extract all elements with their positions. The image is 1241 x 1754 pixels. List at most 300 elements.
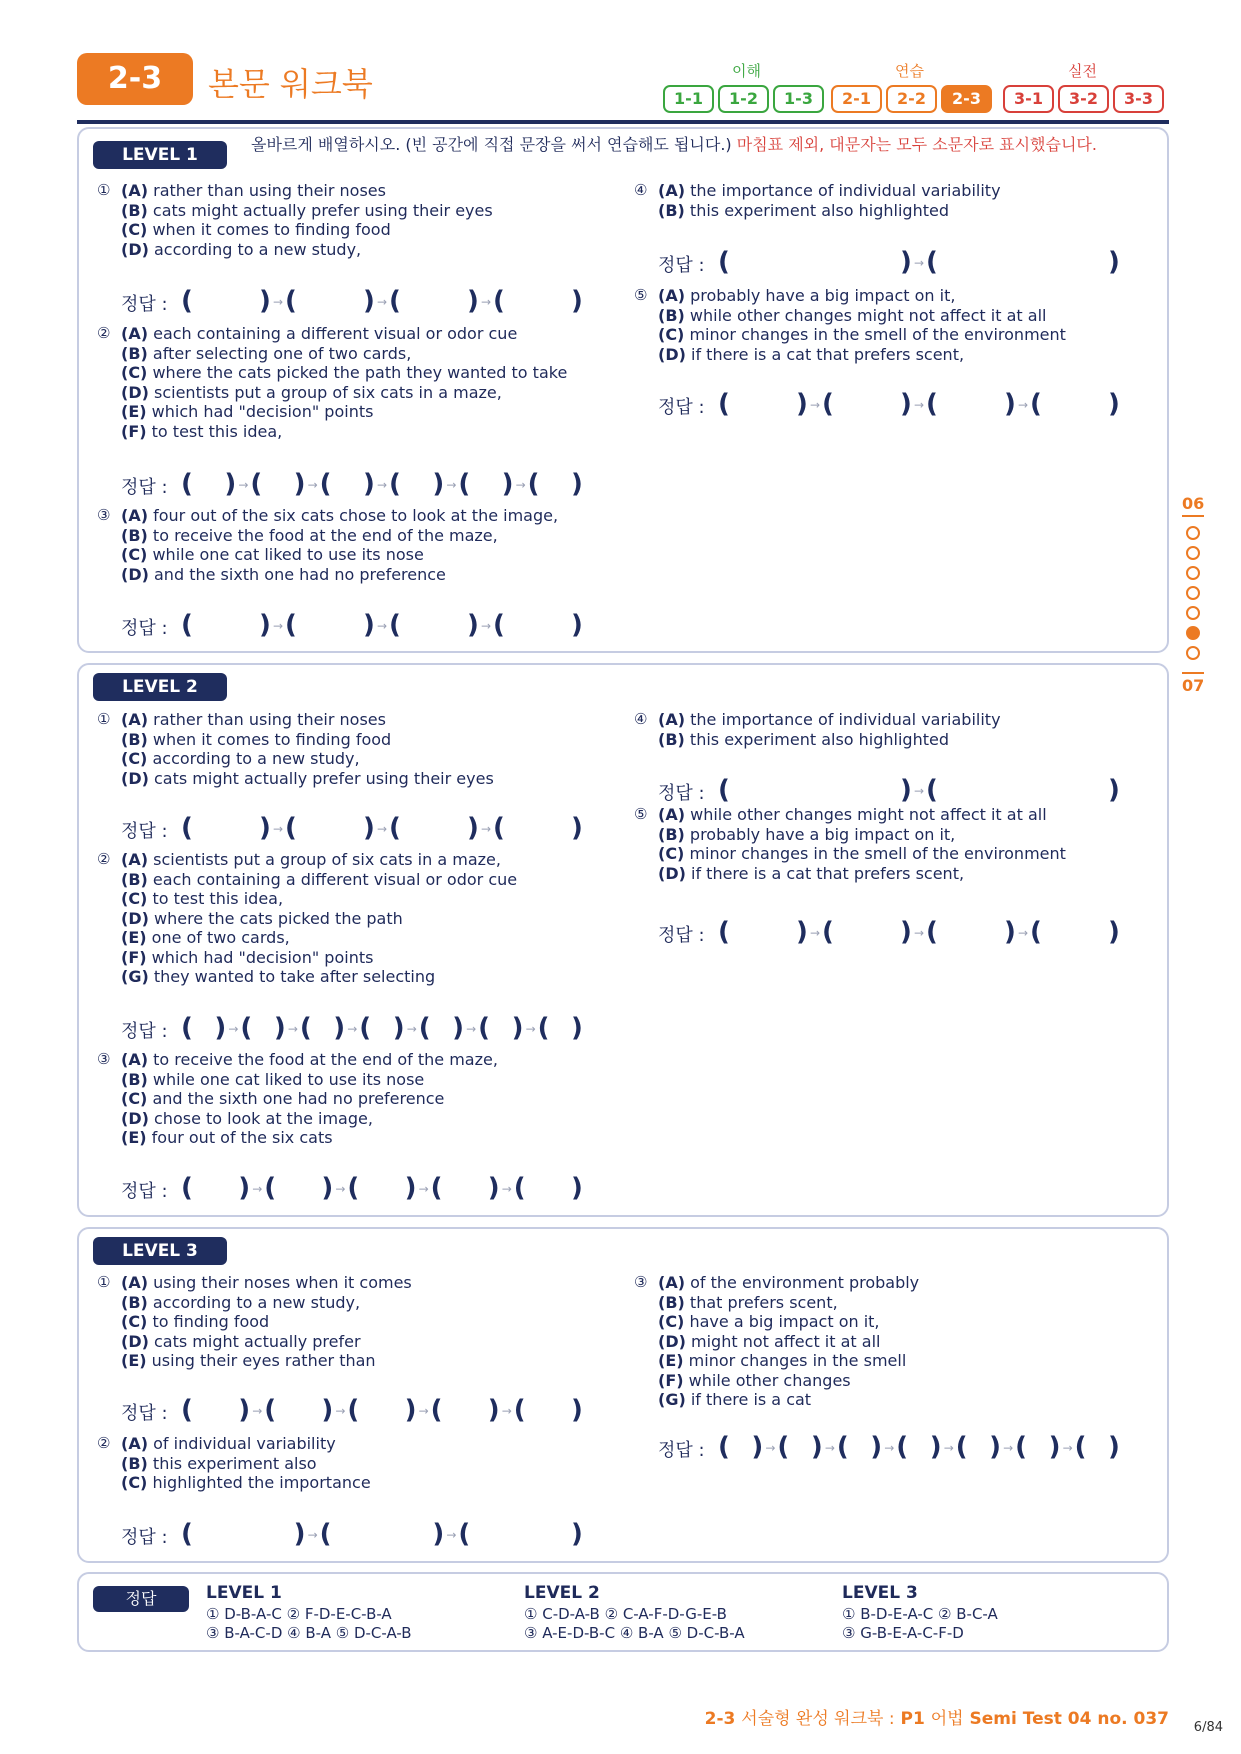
item-key: (D) xyxy=(121,908,149,928)
item-key: (A) xyxy=(121,1273,149,1292)
answer-key-line: ③ G-B-E-A-C-F-D xyxy=(842,1624,964,1642)
item-key: (F) xyxy=(121,421,147,441)
item-key: (C) xyxy=(121,1473,148,1492)
item-text: according to a new study, xyxy=(152,749,360,768)
question-item xyxy=(121,545,558,565)
arrow-icon: → xyxy=(446,478,457,492)
answer-blank-open[interactable]: ( xyxy=(430,1173,443,1203)
item-key: (D) xyxy=(658,1331,686,1351)
answer-label: 정답 : xyxy=(121,1527,168,1548)
progress-dot xyxy=(1186,646,1200,660)
arrow-icon: → xyxy=(418,1404,429,1418)
item-key: (E) xyxy=(121,402,147,421)
answer-blank-close[interactable]: ) xyxy=(467,813,479,843)
answer-blank-close[interactable]: ) xyxy=(293,1519,306,1549)
question-item xyxy=(121,749,494,769)
answer-blank-open[interactable]: ( xyxy=(718,247,730,277)
item-key: (A) xyxy=(121,181,149,200)
step-2-3[interactable]: 2-3 xyxy=(941,85,992,113)
answer-blank-open[interactable]: ( xyxy=(285,813,297,843)
answer-row[interactable] xyxy=(658,775,1146,805)
item-text: minor changes in the smell xyxy=(688,1351,907,1370)
item-key: (B) xyxy=(121,1453,148,1473)
item-key: (D) xyxy=(121,382,149,402)
answer-blank-close[interactable]: ) xyxy=(363,286,375,316)
answer-blank-open[interactable]: ( xyxy=(347,1173,360,1203)
question-item xyxy=(121,1273,412,1293)
answer-blank-open[interactable]: ( xyxy=(926,775,938,805)
answer-blank-open[interactable]: ( xyxy=(1030,917,1042,947)
answer-row[interactable] xyxy=(658,389,1146,419)
answer-blank-close[interactable]: ) xyxy=(571,610,583,640)
answer-blank-open[interactable]: ( xyxy=(430,1395,443,1425)
answer-blank-open[interactable]: ( xyxy=(1015,1432,1028,1462)
answer-blank-open[interactable]: ( xyxy=(181,286,193,316)
arrow-icon: → xyxy=(481,619,492,633)
item-key: (C) xyxy=(121,749,148,768)
question-item xyxy=(121,889,517,909)
answer-key-level-2 xyxy=(524,1584,745,1644)
answer-blank-close[interactable]: ) xyxy=(363,469,375,499)
answer-blank-open[interactable]: ( xyxy=(319,469,332,499)
answer-row[interactable] xyxy=(121,1013,609,1043)
question-item xyxy=(121,324,567,344)
answer-blank-open[interactable]: ( xyxy=(181,610,193,640)
answer-blank-open[interactable]: ( xyxy=(389,813,401,843)
answer-blank-close[interactable]: ) xyxy=(751,1432,764,1462)
item-key: (A) xyxy=(658,286,686,305)
answer-blank-open[interactable]: ( xyxy=(718,775,730,805)
step-2-1[interactable]: 2-1 xyxy=(831,85,882,113)
answer-blank-open[interactable]: ( xyxy=(389,286,401,316)
answer-blank-close[interactable]: ) xyxy=(404,1173,417,1203)
item-key: (C) xyxy=(658,844,685,863)
answer-blank-open[interactable]: ( xyxy=(955,1432,968,1462)
item-key: (G) xyxy=(121,967,149,986)
question-item xyxy=(121,967,517,987)
answer-blank-close[interactable]: ) xyxy=(989,1432,1002,1462)
steps-understand xyxy=(663,85,824,113)
answer-blank-close[interactable]: ) xyxy=(900,389,912,419)
item-key: (E) xyxy=(121,1351,147,1370)
question-block xyxy=(97,1050,498,1148)
answer-blank-close[interactable]: ) xyxy=(501,469,514,499)
answer-label: 정답 : xyxy=(658,925,705,946)
question-item xyxy=(658,201,1001,221)
answer-blank-close[interactable]: ) xyxy=(321,1395,334,1425)
answer-blank-close[interactable]: ) xyxy=(900,775,912,805)
item-key: (B) xyxy=(121,343,148,363)
item-text: have a big impact on it, xyxy=(689,1312,880,1331)
footer-code: 2-3 xyxy=(704,1709,736,1729)
item-text: cats might actually prefer xyxy=(154,1331,361,1351)
answer-blank-open[interactable]: ( xyxy=(926,389,938,419)
arrow-icon: → xyxy=(418,1182,429,1196)
item-text: that prefers scent, xyxy=(689,1292,838,1312)
item-text: to receive the food at the end of the maze, xyxy=(152,525,498,545)
question-block xyxy=(97,1434,371,1493)
answer-blank-open[interactable]: ( xyxy=(389,610,401,640)
step-2-2[interactable]: 2-2 xyxy=(886,85,937,113)
answer-blank-close[interactable]: ) xyxy=(511,1013,524,1043)
answer-blank-open[interactable]: ( xyxy=(537,1013,550,1043)
question-item xyxy=(121,565,558,585)
answer-blank-close[interactable]: ) xyxy=(238,1173,251,1203)
answer-blank-close[interactable]: ) xyxy=(467,286,479,316)
answer-row[interactable] xyxy=(121,286,609,316)
item-text: four out of the six cats chose to look at the image, xyxy=(153,506,559,525)
answer-blank-open[interactable]: ( xyxy=(896,1432,909,1462)
item-text: chose to look at the image, xyxy=(154,1108,373,1128)
answer-blank-open[interactable]: ( xyxy=(181,469,193,499)
question-item xyxy=(121,769,494,789)
question-item xyxy=(658,710,1001,730)
answer-blank-open[interactable]: ( xyxy=(1074,1432,1087,1462)
item-text: according to a new study, xyxy=(154,239,362,259)
answer-blank-close[interactable]: ) xyxy=(467,610,479,640)
answer-blank-close[interactable]: ) xyxy=(571,1173,583,1203)
answer-blank-close[interactable]: ) xyxy=(487,1395,500,1425)
step-1-3[interactable]: 1-3 xyxy=(773,85,824,113)
question-block xyxy=(97,850,518,987)
answer-blank-close[interactable]: ) xyxy=(796,917,808,947)
answer-blank-open[interactable]: ( xyxy=(299,1013,312,1043)
instruction-note: 마침표 제외, 대문자는 모두 소문자로 표시했습니다. xyxy=(736,135,1097,154)
answer-blank-close[interactable]: ) xyxy=(363,813,375,843)
steps-practice xyxy=(831,85,992,113)
question-item xyxy=(121,1070,498,1090)
answer-row[interactable] xyxy=(658,1432,1146,1462)
answer-label: 정답 : xyxy=(121,477,168,498)
answer-blank-close[interactable]: ) xyxy=(452,1013,465,1043)
item-key: (C) xyxy=(121,363,148,382)
answer-blank-open[interactable]: ( xyxy=(359,1013,372,1043)
header-divider xyxy=(77,120,1169,124)
item-text: after selecting one of two cards, xyxy=(152,343,412,363)
answer-blank-close[interactable]: ) xyxy=(796,389,808,419)
answer-blank-open[interactable]: ( xyxy=(513,1173,526,1203)
question-item xyxy=(658,1351,919,1371)
item-key: (B) xyxy=(121,525,148,545)
answer-blank-open[interactable]: ( xyxy=(527,469,540,499)
progress-dot xyxy=(1186,566,1200,580)
arrow-icon: → xyxy=(810,926,821,940)
arrow-icon: → xyxy=(914,784,925,798)
question-item xyxy=(121,909,517,929)
question-item xyxy=(121,506,558,526)
answer-label: 정답 : xyxy=(121,1403,168,1424)
answer-label: 정답 : xyxy=(121,294,168,315)
arrow-icon: → xyxy=(501,1182,512,1196)
item-text: each containing a different visual or odor cue xyxy=(152,869,518,889)
answer-key-line: ③ B-A-C-D ④ B-A ⑤ D-C-A-B xyxy=(206,1624,412,1642)
arrow-icon: → xyxy=(228,1022,239,1036)
answer-blank-open[interactable]: ( xyxy=(458,1519,471,1549)
item-key: (B) xyxy=(121,200,148,220)
answer-blank-close[interactable]: ) xyxy=(571,813,583,843)
arrow-icon: → xyxy=(252,1182,263,1196)
question-item xyxy=(658,345,1066,365)
answer-row[interactable] xyxy=(121,1173,609,1203)
answer-blank-open[interactable]: ( xyxy=(250,469,263,499)
arrow-icon: → xyxy=(943,1441,954,1455)
question-number: ④ xyxy=(634,710,648,728)
answer-blank-close[interactable]: ) xyxy=(363,610,375,640)
step-3-1[interactable]: 3-1 xyxy=(1003,85,1054,113)
section-badge: 2-3 xyxy=(77,53,193,105)
arrow-icon: → xyxy=(515,478,526,492)
item-key: (C) xyxy=(121,220,148,239)
answer-blank-close[interactable]: ) xyxy=(1048,1432,1061,1462)
answer-label: 정답 : xyxy=(121,618,168,639)
answer-blank-close[interactable]: ) xyxy=(432,469,445,499)
step-1-1[interactable]: 1-1 xyxy=(663,85,714,113)
question-item xyxy=(658,1312,919,1332)
item-key: (A) xyxy=(658,181,686,200)
item-text: might not affect it at all xyxy=(691,1331,881,1351)
answer-blank-open[interactable]: ( xyxy=(181,1013,193,1043)
instruction-text: 올바르게 배열하시오. (빈 공간에 직접 문장을 써서 연습해도 됩니다.) xyxy=(251,135,732,154)
item-text: scientists put a group of six cats in a maze, xyxy=(154,382,502,402)
stage-label-test: 실전 xyxy=(1068,62,1097,80)
answer-blank-close[interactable]: ) xyxy=(392,1013,405,1043)
question-block xyxy=(634,181,1001,220)
answer-blank-open[interactable]: ( xyxy=(777,1432,790,1462)
item-key: (E) xyxy=(121,928,147,947)
step-3-2[interactable]: 3-2 xyxy=(1058,85,1109,113)
answer-blank-open[interactable]: ( xyxy=(718,917,730,947)
answer-blank-open[interactable]: ( xyxy=(513,1395,526,1425)
arrow-icon: → xyxy=(1018,398,1029,412)
answer-blank-open[interactable]: ( xyxy=(181,1519,193,1549)
answer-blank-close[interactable]: ) xyxy=(432,1519,445,1549)
question-block xyxy=(634,286,1066,364)
answer-row[interactable] xyxy=(121,1519,609,1549)
answer-row[interactable] xyxy=(121,469,609,499)
arrow-icon: → xyxy=(377,822,388,836)
stage-label-practice: 연습 xyxy=(895,62,924,80)
answer-blank-close[interactable]: ) xyxy=(238,1395,251,1425)
item-text: and the sixth one had no preference xyxy=(152,1089,445,1108)
answer-label: 정답 : xyxy=(658,1440,705,1461)
answer-blank-close[interactable]: ) xyxy=(273,1013,286,1043)
question-number: ③ xyxy=(97,506,111,524)
answer-blank-close[interactable]: ) xyxy=(571,1013,583,1043)
answer-blank-open[interactable]: ( xyxy=(718,389,730,419)
item-text: this experiment also xyxy=(152,1453,317,1473)
question-item xyxy=(121,526,558,546)
answer-blank-open[interactable]: ( xyxy=(926,917,938,947)
question-item xyxy=(121,1454,371,1474)
arrow-icon: → xyxy=(525,1022,536,1036)
answer-blank-close[interactable]: ) xyxy=(224,469,237,499)
answer-blank-close[interactable]: ) xyxy=(259,286,271,316)
unit-divider-bottom xyxy=(1182,672,1204,674)
answer-blank-close[interactable]: ) xyxy=(1004,389,1016,419)
answer-blank-open[interactable]: ( xyxy=(718,1432,730,1462)
progress-dot-current xyxy=(1186,626,1200,640)
question-item xyxy=(658,286,1066,306)
answer-key-title: LEVEL 2 xyxy=(524,1583,600,1603)
answer-blank-close[interactable]: ) xyxy=(1004,917,1016,947)
item-text: to receive the food at the end of the maze, xyxy=(153,1050,498,1069)
question-item xyxy=(121,201,493,221)
unit-end-number: 07 xyxy=(1182,676,1205,695)
answer-blank-close[interactable]: ) xyxy=(1108,1432,1120,1462)
answer-blank-close[interactable]: ) xyxy=(571,1519,583,1549)
answer-blank-close[interactable]: ) xyxy=(321,1173,334,1203)
answer-blank-close[interactable]: ) xyxy=(259,610,271,640)
answer-blank-open[interactable]: ( xyxy=(240,1013,253,1043)
answer-blank-open[interactable]: ( xyxy=(389,469,401,499)
item-text: minor changes in the smell of the environment xyxy=(689,844,1066,863)
item-key: (B) xyxy=(658,824,685,844)
question-item xyxy=(121,1293,412,1313)
question-number: ② xyxy=(97,324,111,342)
level-2-title: LEVEL 2 xyxy=(93,673,227,701)
answer-key-line: ① D-B-A-C ② F-D-E-C-B-A xyxy=(206,1604,392,1623)
answer-blank-close[interactable]: ) xyxy=(929,1432,942,1462)
question-item xyxy=(121,383,567,403)
item-text: rather than using their noses xyxy=(153,710,386,729)
item-key: (G) xyxy=(658,1390,686,1409)
answer-row[interactable] xyxy=(121,813,609,843)
question-item xyxy=(121,240,493,260)
item-text: if there is a cat that prefers scent, xyxy=(691,863,965,883)
item-key: (D) xyxy=(121,239,149,259)
answer-blank-open[interactable]: ( xyxy=(822,389,834,419)
answer-blank-close[interactable]: ) xyxy=(571,1395,583,1425)
item-text: to test this idea, xyxy=(151,421,283,441)
item-key: (A) xyxy=(121,850,149,869)
footer-source xyxy=(705,1704,1169,1729)
answer-blank-open[interactable]: ( xyxy=(347,1395,360,1425)
question-block xyxy=(634,710,1001,749)
answer-key-badge: 정답 xyxy=(93,1586,189,1612)
item-key: (F) xyxy=(121,947,147,967)
arrow-icon: → xyxy=(273,295,284,309)
question-item xyxy=(658,864,1066,884)
item-text: which had "decision" points xyxy=(151,947,374,967)
item-text: of the environment probably xyxy=(690,1273,920,1292)
answer-blank-open[interactable]: ( xyxy=(181,1173,193,1203)
answer-blank-open[interactable]: ( xyxy=(493,610,505,640)
question-block xyxy=(97,710,494,788)
answer-blank-close[interactable]: ) xyxy=(333,1013,346,1043)
answer-blank-open[interactable]: ( xyxy=(418,1013,431,1043)
question-item xyxy=(658,844,1066,864)
item-key: (B) xyxy=(658,200,685,220)
answer-key-title: LEVEL 3 xyxy=(842,1583,918,1603)
item-key: (C) xyxy=(121,545,148,564)
answer-blank-close[interactable]: ) xyxy=(571,286,583,316)
answer-blank-open[interactable]: ( xyxy=(181,813,193,843)
item-text: cats might actually prefer using their eyes xyxy=(152,200,493,220)
item-key: (A) xyxy=(121,506,149,525)
item-key: (A) xyxy=(658,710,686,729)
question-item xyxy=(658,1273,919,1293)
arrow-icon: → xyxy=(446,1528,457,1542)
answer-blank-close[interactable]: ) xyxy=(487,1173,500,1203)
item-key: (B) xyxy=(121,1069,148,1089)
item-key: (C) xyxy=(121,1312,148,1331)
item-text: probably have a big impact on it, xyxy=(690,286,956,305)
arrow-icon: → xyxy=(824,1441,835,1455)
answer-blank-open[interactable]: ( xyxy=(264,1395,277,1425)
item-text: of individual variability xyxy=(153,1434,336,1453)
answer-blank-close[interactable]: ) xyxy=(1108,775,1120,805)
answer-label: 정답 : xyxy=(658,397,705,418)
answer-row[interactable] xyxy=(658,247,1146,277)
answer-blank-close[interactable]: ) xyxy=(900,247,912,277)
answer-row[interactable] xyxy=(121,1395,609,1425)
answer-blank-close[interactable]: ) xyxy=(900,917,912,947)
answer-blank-open[interactable]: ( xyxy=(181,1395,193,1425)
answer-key-line: ① C-D-A-B ② C-A-F-D-G-E-B xyxy=(524,1604,727,1623)
answer-blank-close[interactable]: ) xyxy=(293,469,306,499)
question-item xyxy=(121,181,493,201)
step-1-2[interactable]: 1-2 xyxy=(718,85,769,113)
answer-blank-close[interactable]: ) xyxy=(1108,389,1120,419)
answer-blank-open[interactable]: ( xyxy=(1030,389,1042,419)
item-text: each containing a different visual or odor cue xyxy=(153,324,518,343)
answer-blank-open[interactable]: ( xyxy=(926,247,938,277)
answer-blank-close[interactable]: ) xyxy=(259,813,271,843)
step-3-3[interactable]: 3-3 xyxy=(1113,85,1164,113)
question-block xyxy=(97,324,568,441)
arrow-icon: → xyxy=(765,1441,776,1455)
answer-blank-close[interactable]: ) xyxy=(870,1432,883,1462)
answer-blank-open[interactable]: ( xyxy=(493,286,505,316)
answer-blank-close[interactable]: ) xyxy=(1108,917,1120,947)
question-number: ① xyxy=(97,1273,111,1291)
answer-blank-open[interactable]: ( xyxy=(319,1519,332,1549)
answer-row[interactable] xyxy=(121,610,609,640)
answer-row[interactable] xyxy=(658,917,1146,947)
question-item xyxy=(121,402,567,422)
question-item xyxy=(658,306,1066,326)
item-key: (B) xyxy=(121,729,148,749)
question-number: ② xyxy=(97,850,111,868)
answer-blank-open[interactable]: ( xyxy=(493,813,505,843)
item-text: probably have a big impact on it, xyxy=(689,824,956,844)
item-text: rather than using their noses xyxy=(153,181,386,200)
answer-blank-open[interactable]: ( xyxy=(478,1013,491,1043)
level-3-panel xyxy=(77,1227,1169,1563)
answer-blank-open[interactable]: ( xyxy=(285,286,297,316)
progress-dot xyxy=(1186,546,1200,560)
question-number: ④ xyxy=(634,181,648,199)
answer-blank-open[interactable]: ( xyxy=(285,610,297,640)
item-text: and the sixth one had no preference xyxy=(154,564,446,584)
question-number: ③ xyxy=(97,1050,111,1068)
answer-blank-close[interactable]: ) xyxy=(571,469,583,499)
question-block xyxy=(97,181,493,259)
answer-blank-open[interactable]: ( xyxy=(836,1432,849,1462)
answer-blank-close[interactable]: ) xyxy=(214,1013,227,1043)
arrow-icon: → xyxy=(481,822,492,836)
answer-blank-close[interactable]: ) xyxy=(404,1395,417,1425)
item-key: (A) xyxy=(121,324,149,343)
answer-blank-open[interactable]: ( xyxy=(822,917,834,947)
answer-blank-close[interactable]: ) xyxy=(1108,247,1120,277)
answer-blank-open[interactable]: ( xyxy=(264,1173,277,1203)
arrow-icon: → xyxy=(377,295,388,309)
item-text: while one cat liked to use its nose xyxy=(152,1069,425,1089)
question-item xyxy=(121,1473,371,1493)
answer-blank-close[interactable]: ) xyxy=(810,1432,823,1462)
answer-blank-open[interactable]: ( xyxy=(458,469,471,499)
